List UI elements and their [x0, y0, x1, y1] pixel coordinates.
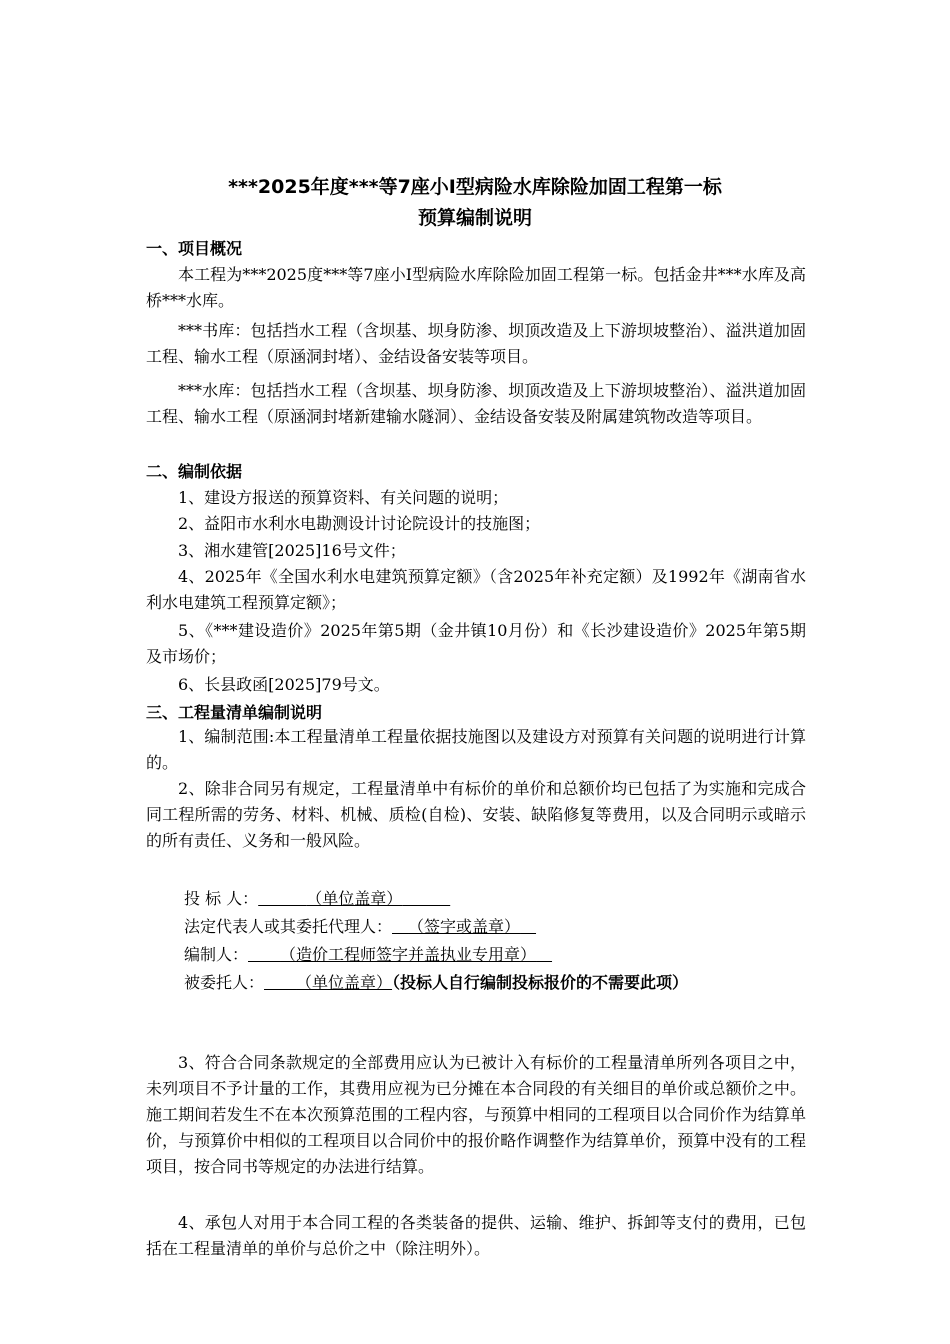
- document-subtitle: 预算编制说明: [417, 207, 532, 229]
- representative-value: （签字或盖章）: [408, 917, 521, 936]
- basis-item-2: 2、益阳市水利水电勘测设计讨论院设计的技施图；: [178, 514, 541, 533]
- representative-label: 法定代表人或其委托代理人：: [184, 917, 393, 936]
- bill-item-3: 3、符合合同条款规定的全部费用应认为已被计入有标价的工程量清单所列各项目之中，未列项目不予计量的工作，其费用应视为已分摊在本合同段的有关细目的单价或总额价之中。施工期间若发生不在本次预算范围的工程内容，与预算中相同的工程项目以合同价作为结算单价，与预算价中相似的工程项目以合同价中的报价略作调整作为结算单价，预算中没有的工程项目，按合同书等规定的办法进行结算。: [146, 1053, 806, 1176]
- bill-item-4: 4、承包人对用于本合同工程的各类装备的提供、运输、维护、拆卸等支付的费用，已包括在工程量清单的单价与总价之中（除注明外）。: [146, 1213, 806, 1258]
- overview-paragraph-1: 本工程为***2025度***等7座小Ⅰ型病险水库除险加固工程第一标。包括金井***水库及高桥***水库。: [146, 265, 806, 310]
- section-heading-bill: 三、工程量清单编制说明: [146, 703, 323, 722]
- compiler-value: （造价工程师签字并盖执业专用章）: [280, 945, 537, 964]
- section-heading-basis: 二、编制依据: [146, 462, 243, 481]
- entrusted-note: （投标人自行编制投标报价的不需要此项）: [392, 973, 689, 992]
- basis-item-5: 5、《***建设造价》2025年第5期（金井镇10月份）和《长沙建设造价》2025年第5期及市场价；: [146, 621, 806, 666]
- entrusted-value: （单位盖章）: [296, 973, 393, 992]
- signature-compiler: [184, 942, 552, 965]
- basis-item-4: 4、2025年《全国水利水电建筑预算定额》（含2025年补充定额）及1992年《湖南省水利水电建筑工程预算定额》；: [146, 567, 806, 612]
- overview-paragraph-3: ***水库：包括挡水工程（含坝基、坝身防渗、坝顶改造及上下游坝坡整治）、溢洪道加固工程、输水工程（原涵洞封堵新建输水隧洞）、金结设备安装及附属建筑物改造等项目。: [146, 381, 806, 426]
- signature-bidder: [184, 886, 450, 909]
- entrusted-label: 被委托人：: [184, 973, 265, 992]
- bill-item-1: 1、编制范围:本工程量清单工程量依据技施图以及建设方对预算有关问题的说明进行计算的。: [146, 727, 806, 772]
- basis-item-3: 3、湘水建管[2025]16号文件；: [178, 541, 406, 560]
- document-title: ***2025年度***等7座小Ⅰ型病险水库除险加固工程第一标: [228, 176, 722, 198]
- bidder-label: 投 标 人：: [184, 889, 259, 908]
- overview-paragraph-2: ***书库：包括挡水工程（含坝基、坝身防渗、坝顶改造及上下游坝坡整治）、溢洪道加固工程、输水工程（原涵洞封堵）、金结设备安装等项目。: [146, 321, 806, 366]
- basis-item-6: 6、长县政函[2025]79号文。: [178, 675, 390, 694]
- compiler-label: 编制人：: [184, 945, 249, 964]
- signature-entrusted: [184, 970, 688, 993]
- bill-item-2: 2、除非合同另有规定，工程量清单中有标价的单价和总额价均已包括了为实施和完成合同工程所需的劳务、材料、机械、质检(自检)、安装、缺陷修复等费用，以及合同明示或暗示的所有责任、义务和一般风险。: [146, 779, 806, 850]
- basis-item-1: 1、建设方报送的预算资料、有关问题的说明；: [178, 488, 509, 507]
- bidder-value: （单位盖章）: [306, 889, 403, 908]
- signature-representative: [184, 914, 536, 937]
- section-heading-overview: 一、项目概况: [146, 239, 243, 258]
